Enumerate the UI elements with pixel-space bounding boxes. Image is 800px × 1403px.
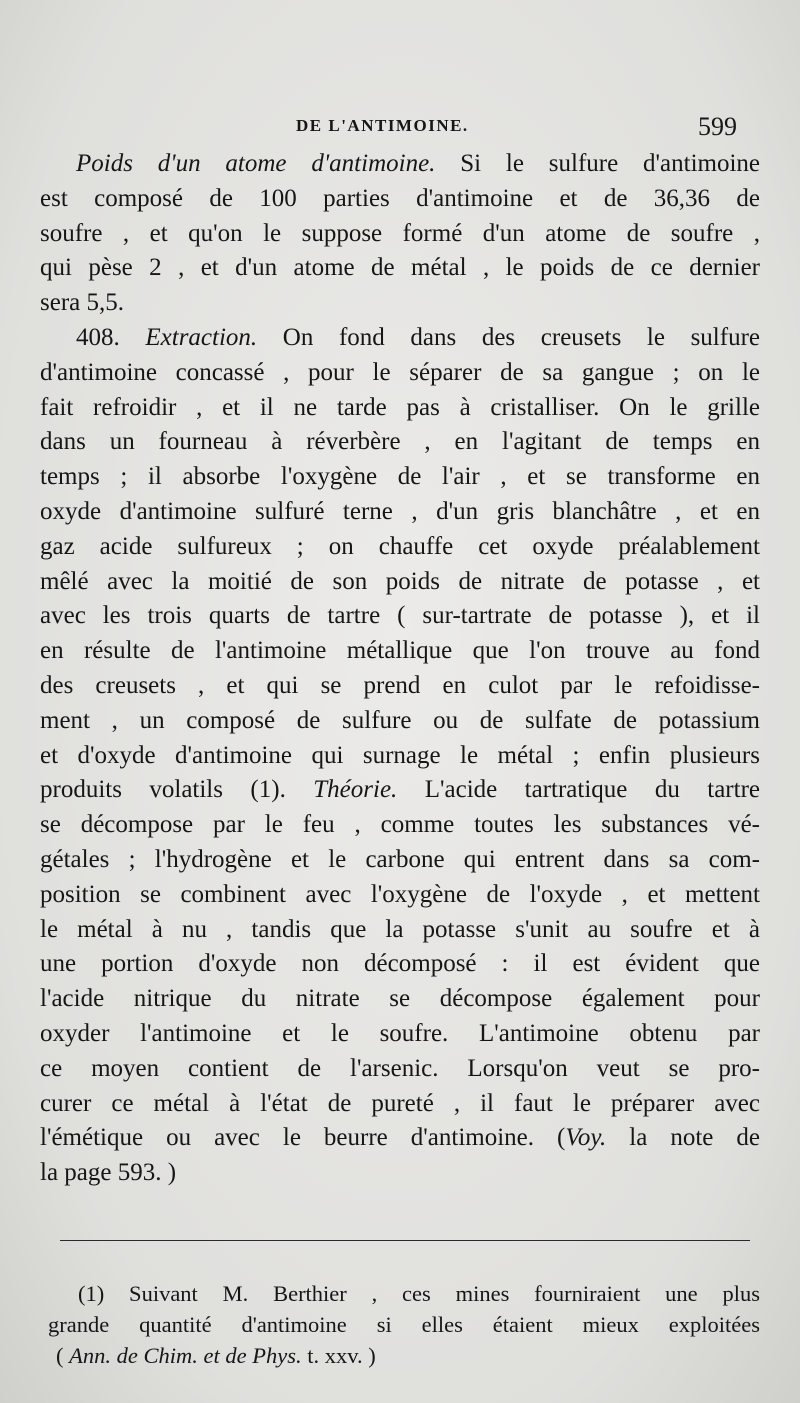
text-line: une portion d'oxyde non décomposé : il est évident que: [40, 950, 760, 978]
text-line: l'acide nitrique du nitrate se décompose également pour: [40, 985, 760, 1013]
paragraph-number: 408.: [76, 323, 146, 351]
text-line: qui pèse 2 , et d'un atome de métal , le poids de ce dernier: [40, 254, 760, 282]
footnote-line: (1) Suivant M. Berthier , ces mines fourniraient une plus: [78, 1281, 760, 1306]
text-line: gaz acide sulfureux ; on chauffe cet oxyde préalablement: [40, 532, 760, 560]
text-line: temps ; il absorbe l'oxygène de l'air , et se transforme en: [40, 463, 760, 491]
footnote: [48, 1278, 760, 1371]
text-line: avec les trois quarts de tartre ( sur-tartrate de potasse ), et il: [40, 602, 760, 630]
text-line: sera 5,5.: [40, 289, 124, 317]
body-text: [40, 147, 760, 1191]
text-line: ce moyen contient de l'arsenic. Lorsqu'on veut se pro-: [40, 1054, 760, 1082]
text-line: se décompose par le feu , comme toutes les substances vé-: [40, 811, 760, 839]
text-line: est composé de 100 parties d'antimoine et de 36,36 de: [40, 184, 760, 212]
section-heading-theory: Théorie.: [313, 776, 398, 804]
text-line: d'antimoine concassé , pour le séparer de sa gangue ; on le: [40, 358, 760, 386]
text-line: gétales ; l'hydrogène et le carbone qui entrent dans sa com-: [40, 845, 760, 873]
text-line: mêlé avec la moitié de son poids de nitrate de potasse , et: [40, 567, 760, 595]
cross-reference: Voy.: [565, 1124, 607, 1152]
text-line: curer ce métal à l'état de pureté , il faut le préparer avec: [40, 1089, 760, 1117]
text-line: oxyder l'antimoine et le soufre. L'antimoine obtenu par: [40, 1019, 760, 1047]
page-number: 599: [698, 112, 737, 141]
text-line: soufre , et qu'on le suppose formé d'un atome de soufre ,: [40, 219, 760, 247]
text-line: et d'oxyde d'antimoine qui surnage le métal ; enfin plusieurs: [40, 741, 760, 769]
text-line: des creusets , et qui se prend en culot par le refoidisse-: [40, 671, 760, 699]
footnote-line: ( Ann. de Chim. et de Phys. t. xxv. ): [56, 1343, 376, 1368]
text-line: Poids d'un atome d'antimoine. Si le sulfure d'antimoine: [76, 150, 760, 177]
text-line: la page 593. ): [40, 1159, 177, 1187]
text-line: l'émétique ou avec le beurre d'antimoine. (Voy. la note de: [40, 1124, 760, 1152]
footnote-line: grande quantité d'antimoine si elles étaient mieux exploitées: [48, 1312, 760, 1337]
text-line: position se combinent avec l'oxygène de l'oxyde , et mettent: [40, 880, 760, 908]
text-line: produits volatils (1). Théorie. L'acide tartratique du tartre: [40, 776, 760, 804]
section-heading-extraction: Extraction.: [145, 323, 258, 351]
section-heading-atom-weight: Poids d'un atome d'antimoine.: [76, 150, 436, 177]
running-header: [0, 112, 800, 144]
text-line: le métal à nu , tandis que la potasse s'unit au soufre et à: [40, 915, 760, 943]
text-line: dans un fourneau à réverbère , en l'agitant de temps en: [40, 428, 760, 456]
running-title: DE L'ANTIMOINE.: [296, 116, 469, 135]
text-line: en résulte de l'antimoine métallique que l'on trouve au fond: [40, 637, 760, 665]
text-line: oxyde d'antimoine sulfuré terne , d'un gris blanchâtre , et en: [40, 497, 760, 525]
text-line: fait refroidir , et il ne tarde pas à cristalliser. On le grille: [40, 393, 760, 421]
text-line: ment , un composé de sulfure ou de sulfate de potassium: [40, 706, 760, 734]
text-line: 408. Extraction. On fond dans des creusets le sulfure: [76, 323, 760, 351]
footnote-rule: [60, 1240, 750, 1241]
journal-citation: Ann. de Chim. et de Phys.: [69, 1343, 302, 1368]
